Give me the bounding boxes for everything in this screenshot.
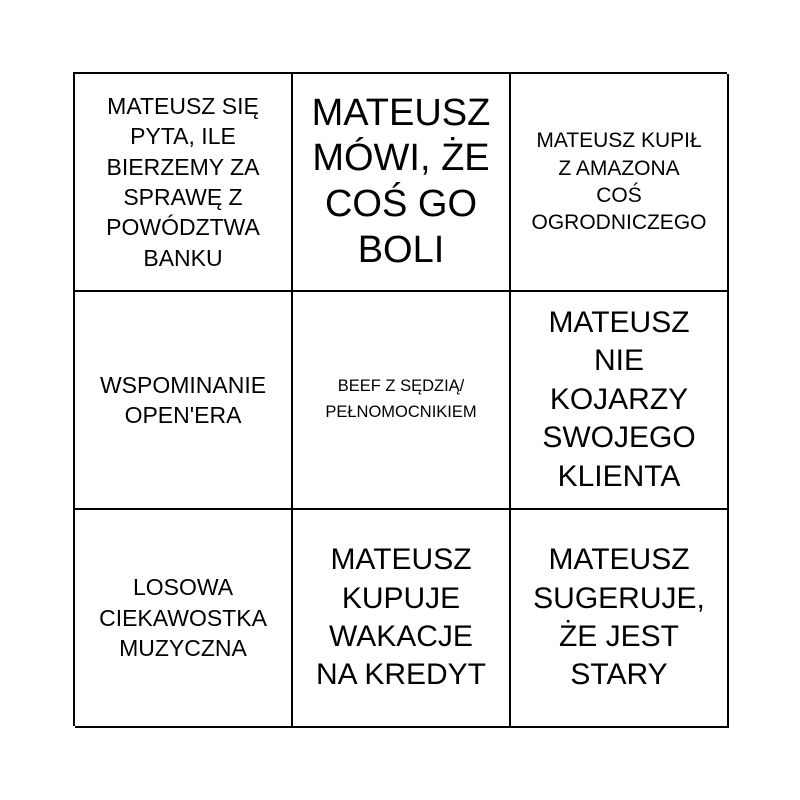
bingo-cell-5[interactable]: BEEF Z SĘDZIĄ/ PEŁNOMOCNIKIEM <box>293 292 511 510</box>
bingo-cell-9[interactable]: MATEUSZ SUGERUJE, ŻE JEST STARY <box>511 510 729 728</box>
bingo-cell-2[interactable]: MATEUSZ MÓWI, ŻE COŚ GO BOLI <box>293 74 511 292</box>
bingo-cell-3[interactable]: MATEUSZ KUPIŁ Z AMAZONA COŚ OGRODNICZEGO <box>511 74 729 292</box>
bingo-board <box>73 72 727 726</box>
bingo-cell-6[interactable]: MATEUSZ NIE KOJARZY SWOJEGO KLIENTA <box>511 292 729 510</box>
bingo-cell-8[interactable]: MATEUSZ KUPUJE WAKACJE NA KREDYT <box>293 510 511 728</box>
bingo-cell-7[interactable]: LOSOWA CIEKAWOSTKA MUZYCZNA <box>75 510 293 728</box>
bingo-cell-4[interactable]: WSPOMINANIE OPEN'ERA <box>75 292 293 510</box>
bingo-cell-1[interactable]: MATEUSZ SIĘ PYTA, ILE BIERZEMY ZA SPRAWĘ Z POWÓDZTWA BANKU <box>75 74 293 292</box>
